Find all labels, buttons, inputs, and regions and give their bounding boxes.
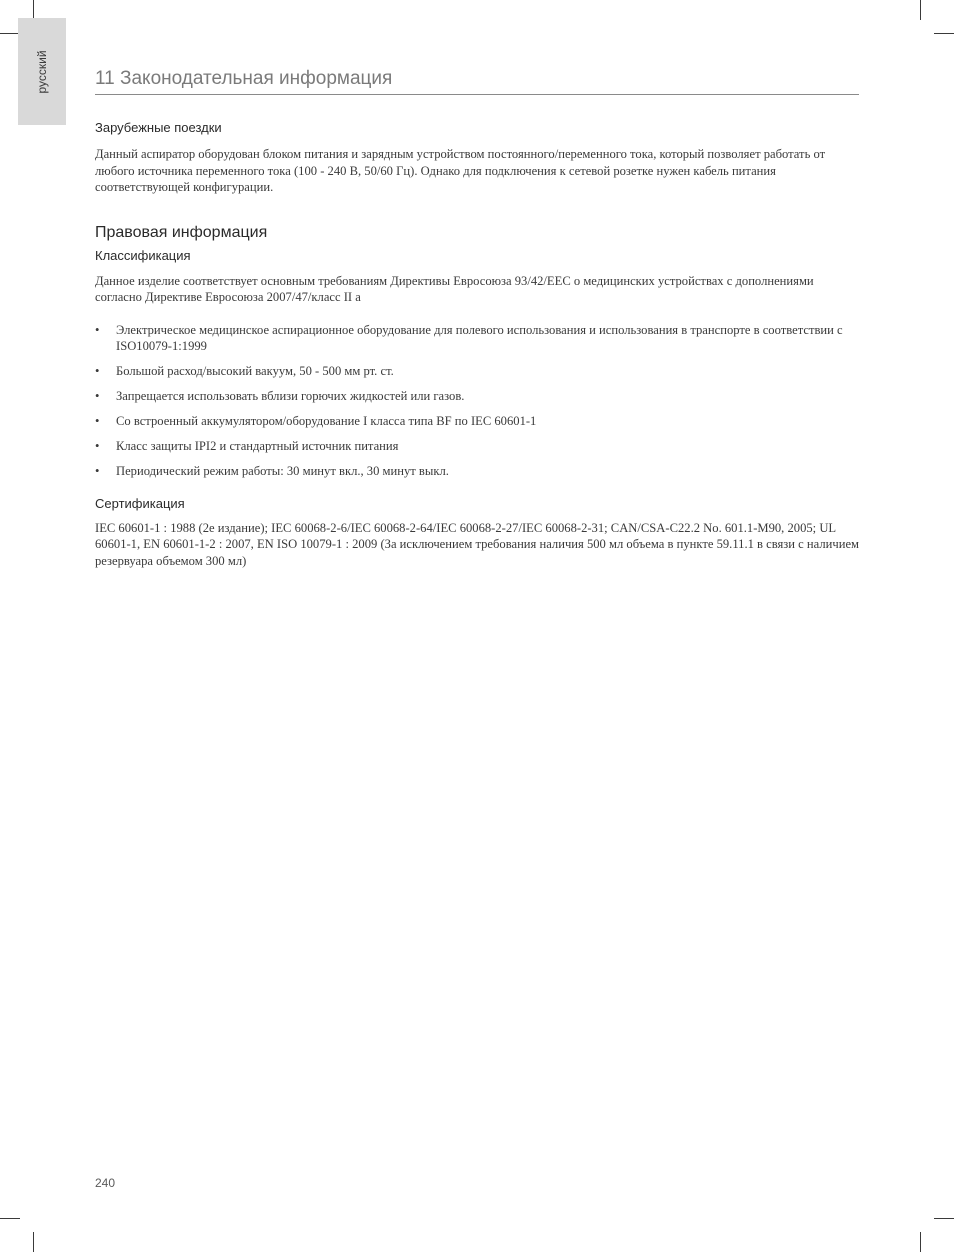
bullet: • [95,438,100,453]
crop-mark [0,33,20,34]
page-content [95,120,859,569]
list-item-text: Большой расход/высокий вакуум, 50 - 500 мм рт. ст. [116,363,394,378]
crop-mark [934,1218,954,1219]
list-item [95,438,859,454]
legal-heading: Правовая информация [95,223,268,241]
list-item [95,413,859,429]
bullet: • [95,388,100,403]
bullet: • [95,363,100,378]
list-item [95,463,859,479]
list-item-text: Электрическое медицинское аспирационное оборудование для полевого использования и использования в транспорте в соответствии с ISO10079-1:1999 [116,322,843,353]
bullet: • [95,322,100,337]
bullet: • [95,413,100,428]
list-item-text: Со встроенный аккумулятором/оборудование I класса типа BF по IEC 60601-1 [116,413,537,428]
crop-mark [920,0,921,20]
certification-heading: Сертификация [95,495,185,511]
classification-text: Данное изделие соответствует основным требованиям Директивы Евросоюза 93/42/EEC о медицинских устройствах с дополнениями согласно Директиве Евросоюза 2007/47/класс II а [95,273,814,304]
list-item [95,363,859,379]
language-tab-label: русский [35,49,49,94]
crop-mark [33,1232,34,1252]
classification-list [95,322,859,479]
list-item-text: Класс защиты IPI2 и стандартный источник питания [116,438,399,453]
list-item-text: Периодический режим работы: 30 минут вкл., 30 минут выкл. [116,463,449,478]
travel-text: Данный аспиратор оборудован блоком питания и зарядным устройством постоянного/переменного тока, который позволяет работать от любого источника переменного тока (100 - 240 В, 50/60 Гц). Однако для подключения к сетевой розетке нужен кабель питания соответствующей конфигурации. [95,147,826,194]
classification-heading: Классификация [95,247,191,263]
page-number: 240 [95,1176,116,1190]
language-tab [18,18,66,125]
list-item-text: Запрещается использовать вблизи горючих жидкостей или газов. [116,388,465,403]
list-item [95,322,859,354]
certification-text: IEC 60601-1 : 1988 (2е издание); IEC 60068-2-6/IEC 60068-2-64/IEC 60068-2-27/IEC 60068-2-31; CAN/CSA-C22.2 No. 601.1-M90, 2005; UL 60601-1, EN 60601-1-2 : 2007, EN ISO 10079-1 : 2009 (За исключением требования наличия 500 мл объема в пункте 59.11.1 в связи с наличием резервуара объемом 300 мл) [95,520,860,568]
list-item [95,388,859,404]
crop-mark [0,1218,20,1219]
bullet: • [95,463,100,478]
crop-mark [934,33,954,34]
crop-mark [920,1232,921,1252]
travel-heading: Зарубежные поездки [95,120,222,135]
crop-mark [33,0,34,20]
page-title: 11 Законодательная информация [95,68,859,95]
